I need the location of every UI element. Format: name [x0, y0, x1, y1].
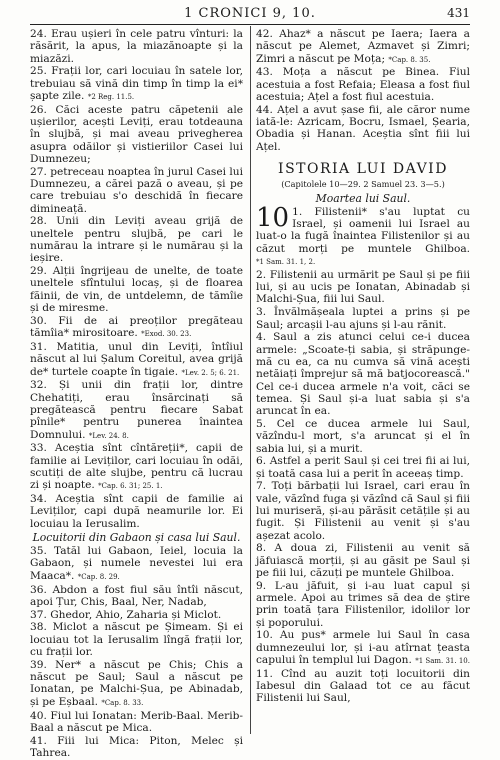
page-number: 431 — [447, 6, 470, 20]
verse — [30, 609, 243, 621]
verse — [30, 621, 243, 658]
verse-text: 32. Și unii din frații lor, dintre Chehatiți, erau însărcinați să pregătească pentru fiecare Sabat pînile* pentru punerea înaintea Domnului. — [30, 379, 243, 441]
verse — [30, 659, 243, 709]
verse-text: 5. Cel ce ducea armele lui Saul, văzîndu-l mort, s'a aruncat și el în sabia lui, și a murit. — [256, 417, 470, 455]
header-rule — [30, 24, 470, 25]
verse — [30, 65, 243, 103]
verse-text: 39. Ner* a născut pe Chis; Chis a născut pe Saul; Saul a născut pe Ionatan, pe Malchi-Șua, pe Abinadab, și pe Eșbaal. — [30, 658, 243, 708]
left-verses-a — [30, 28, 243, 530]
verse-text: 6. Astfel a perit Saul și cei trei fii ai lui, și toată casa lui a perit în aceeaș timp. — [256, 455, 470, 480]
running-title: 1 CRONICI 9, 10. — [184, 6, 316, 21]
verse — [256, 542, 470, 579]
verse — [256, 66, 470, 103]
verse — [30, 265, 243, 314]
cross-reference: *Cap. 8. 29. — [77, 572, 120, 581]
cross-reference: *2 Reg. 11.5. — [87, 92, 135, 101]
cross-reference: *1 Sam. 31. 1, 2. — [256, 258, 316, 267]
verse-text: 10. Au pus* armele lui Saul în casa dumnezeului lor, și i-au atîrnat țeasta capului în templul lui Dagon. — [256, 629, 470, 667]
verse-text: 28. Unii din Leviți aveau grijă de uneltele pentru slujbă, pe cari le numărau la intrare și le numărau și la ieșire. — [30, 215, 243, 265]
verse — [256, 306, 470, 331]
verse-text: 42. Ahaz* a născut pe Iaera; Iaera a născut pe Alemet, Azmavet și Zimri; Zimri a născut pe Moța; — [256, 28, 470, 65]
subheading-saul: Moartea lui Saul. — [315, 191, 411, 205]
section-title: ISTORIA LUI DAVID — [278, 160, 448, 177]
verse — [256, 580, 470, 629]
verse — [256, 104, 470, 153]
verse — [256, 668, 470, 705]
verse — [30, 710, 243, 735]
verse-text: 2. Filistenii au urmărit pe Saul și pe fiii lui, și au ucis pe Ionatan, Abinadab și Malchi-Șua, fiii lui Saul. — [256, 268, 470, 306]
verse-text: 1. Filistenii* s'au luptat cu Israel, și oamenii lui Israel au luat-o la fugă înaintea Filistenilor și au căzut morți pe muntele Ghilboa. — [256, 205, 470, 255]
verse-text: 26. Căci aceste patru căpetenii ale ușierilor, acești Leviți, erau totdeauna în slujbă, și mai aveau privegherea asupra odăilor și vistieriilor Casei lui Dumnezeu; — [30, 103, 243, 165]
verse — [256, 629, 470, 667]
verse-text: 4. Saul a zis atunci celui ce-i ducea armele: „Scoate-ți sabia, și străpunge-mă cu ea, ca nu cumva să vină acești netăiați împrejur să mă batjocorească." Cel ce-i ducea armele n'a voit, căci se temea. Și Saul și-a luat sabia și s'a aruncat în ea. — [256, 331, 470, 418]
verse-text: 9. L-au jăfuit, și i-au luat capul și armele. Apoi au trimes să dea de știre prin toată țara Filistenilor, idolilor lor și poporului. — [256, 579, 470, 629]
verse — [30, 28, 243, 65]
verse — [256, 418, 470, 455]
verse — [30, 166, 243, 215]
verse-text: 35. Tatăl lui Gabaon, Ieiel, locuia la Gabaon, și numele nevestei lui era Maaca*. — [30, 545, 243, 582]
right-verses-b — [256, 202, 470, 705]
verse — [30, 315, 243, 341]
verse — [30, 104, 243, 165]
verse-text: 24. Erau ușieri în cele patru vînturi: la răsărit, la apus, la miazănoapte și la miazăzi. — [30, 28, 243, 65]
verse-text: 43. Moța a născut pe Binea. Fiul acestuia a fost Refaia; Eleasa a fost fiul acestuia; Ațel a fost fiul acestuia. — [256, 66, 470, 103]
verse — [30, 584, 243, 609]
cross-reference: *Cap. 8. 35. — [388, 55, 431, 64]
verse-text: 33. Aceștia sînt cîntăreții*, capii de familie ai Leviților, cari locuiau în odăi, scutiți de alte slujbe, pentru că lucrau zi și noapte. — [30, 442, 243, 492]
verse — [256, 455, 470, 480]
verse-text: 8. A doua zi, Filistenii au venit să jăfuiască morții, și au găsit pe Saul și pe fiii lui, căzuți pe muntele Ghilboa. — [256, 542, 470, 579]
verse — [30, 379, 243, 441]
verse-text: 30. Fii de ai preoților pregăteau tămîia* mirositoare. — [30, 314, 243, 340]
verse-text: 11. Cînd au auzit toți locuitorii din Iabesul din Galaad tot ce au făcut Filistenii lui Saul, — [256, 667, 470, 705]
verse — [30, 215, 243, 264]
verse — [30, 545, 243, 583]
cross-reference: *Lev. 2. 5; 6. 21. — [181, 368, 240, 377]
verse-text: 36. Abdon a fost fiul său întîi născut, apoi Țur, Chis, Baal, Ner, Nadab, — [30, 583, 243, 608]
cross-reference: *Lev. 24. 8. — [88, 431, 129, 440]
cross-reference: *Cap. 8. 33. — [101, 698, 144, 707]
verse — [30, 341, 243, 379]
verse-text: 37. Ghedor, Ahio, Zaharia și Miclot. — [30, 608, 222, 621]
cross-reference: *Cap. 6. 31; 25. 1. — [98, 482, 163, 491]
verse-text: 34. Aceștia sînt capii de familie ai Leviților, capi după neamurile lor. Ei locuiau la Ierusalim. — [30, 492, 243, 530]
verse — [256, 269, 470, 306]
verse-text: 3. Învălmășeala luptei a prins și pe Saul; arcașii l-au ajuns și l-au rănit. — [256, 306, 470, 331]
verse-text: 44. Ațel a avut șase fii, ale căror nume iată-le: Azricam, Bocru, Ismael, Șearia, Obadia și Hanan. Aceștia sînt fiii lui Ațel. — [256, 103, 470, 153]
chapter-number: 10 — [256, 202, 290, 233]
page-header — [0, 4, 500, 24]
cross-reference: *Exod. 30. 23. — [141, 330, 192, 339]
subheading-gabaon: Locuitorii din Gabaon și casa lui Saul. — [32, 530, 241, 544]
column-divider — [250, 26, 251, 734]
section-reference: (Capitolele 10—29. 2 Samuel 23. 3—5.) — [281, 179, 445, 190]
verse — [30, 735, 243, 760]
verse — [256, 331, 470, 417]
right-column — [256, 28, 470, 705]
verse — [256, 28, 470, 66]
verse-text: 40. Fiul lui Ionatan: Merib-Baal. Merib-Baal a născut pe Mica. — [30, 709, 243, 734]
verse-text: 29. Alții îngrijeau de unelte, de toate uneltele sfîntului locaș, și de floarea făinii, de vin, de untdelemn, de tămîie și de miresme. — [30, 265, 243, 315]
verse — [256, 480, 470, 541]
left-column — [30, 28, 243, 760]
verse-text: 7. Toți bărbații lui Israel, cari erau în vale, văzînd fuga și văzînd că Saul și fiii lui muriseră, și-au părăsit cetățile și au fugit. Și Filistenii au venit și s'au așezat acolo. — [256, 480, 470, 542]
verse-text: 31. Matitia, unul din Leviți, întîiul născut al lui Șalum Coreitul, avea grijă de* turtele coapte în tigaie. — [30, 340, 243, 378]
verse — [30, 493, 243, 530]
left-verses-b — [30, 545, 243, 759]
verse — [30, 442, 243, 492]
cross-reference: *1 Sam. 31. 10. — [415, 657, 470, 666]
verse-text: 38. Miclot a născut pe Șimeam. Și ei locuiau tot la Ierusalim lîngă frații lor, cu frații lor. — [30, 621, 243, 659]
verse-text: 25. Frații lor, cari locuiau în satele lor, trebuiau să vină din timp în timp la ei* șapte zile. — [30, 65, 243, 102]
chapter-block — [256, 202, 470, 705]
verse-text: 27. petreceau noaptea în jurul Casei lui Dumnezeu, a cărei pază o aveau, și pe care trebuiau s'o deschidă în fiecare dimineață. — [30, 165, 243, 215]
verse-text: 41. Fiii lui Mica: Piton, Melec și Tahrea. — [30, 734, 243, 759]
right-verses-a — [256, 28, 470, 153]
